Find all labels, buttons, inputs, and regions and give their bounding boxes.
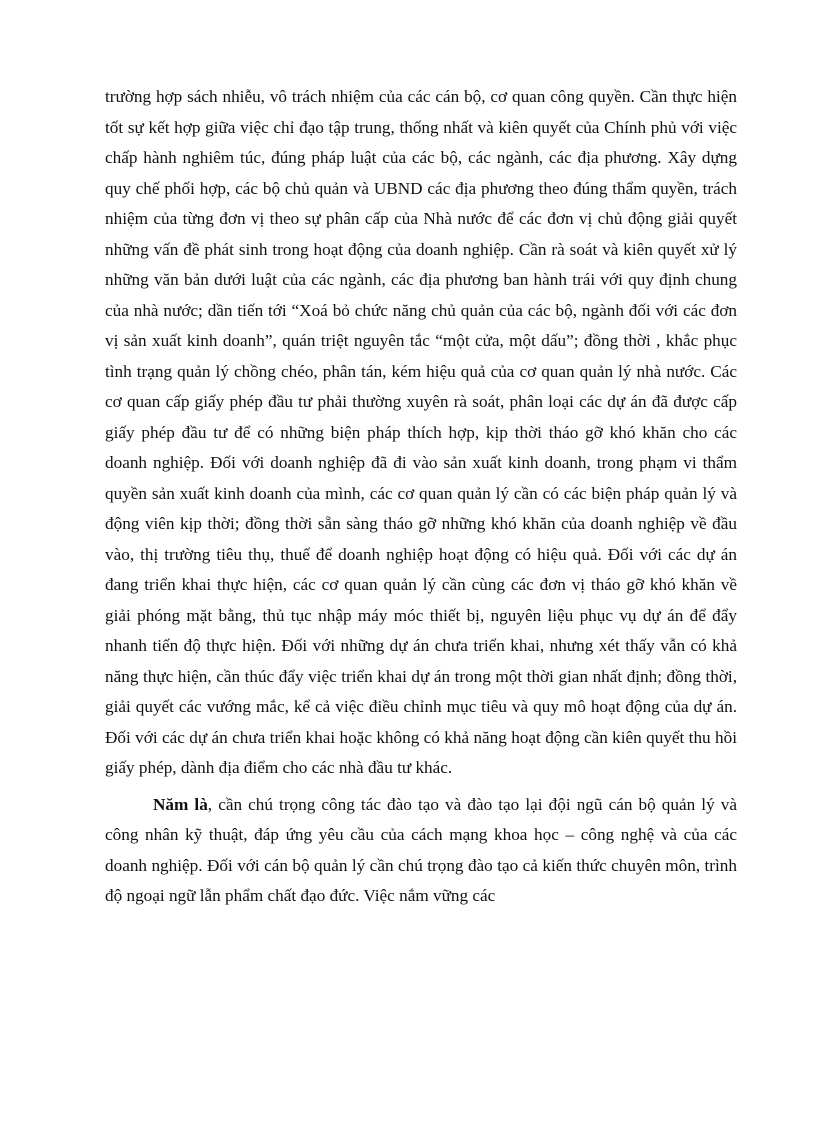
document-page	[105, 82, 737, 912]
paragraph-body-text: , cần chú trọng công tác đào tạo và đào tạo lại đội ngũ cán bộ quản lý và công nhân kỹ thuật, đáp ứng yêu cầu của cách mạng khoa học – công nghệ và của các doanh nghiệp. Đối với cán bộ quản lý cần chú trọng đào tạo cả kiến thức chuyên môn, trình độ ngoại ngữ lẫn phẩm chất đạo đức. Việc nắm vững các	[105, 794, 737, 905]
paragraph-lead-text: Năm là	[153, 794, 208, 814]
body-paragraph-1: trường hợp sách nhiễu, vô trách nhiệm của các cán bộ, cơ quan công quyền. Cần thực hiện tốt sự kết hợp giữa việc chỉ đạo tập trung, thống nhất và kiên quyết của Chính phủ với việc chấp hành nghiêm túc, đúng pháp luật của các bộ, các ngành, các địa phương. Xây dựng quy chế phối hợp, các bộ chủ quản và UBND các địa phương theo đúng thẩm quyền, trách nhiệm của từng đơn vị theo sự phân cấp của Nhà nước để các đơn vị chủ động giải quyết những vấn đề phát sinh trong hoạt động của doanh nghiệp. Cần rà soát và kiên quyết xử lý những văn bản dưới luật của các ngành, các địa phương ban hành trái với quy định chung của nhà nước; dần tiến tới “Xoá bỏ chức năng chủ quản của các bộ, ngành đối với các đơn vị sản xuất kinh doanh”, quán triệt nguyên tắc “một cửa, một dấu”; đồng thời , khắc phục tình trạng quản lý chồng chéo, phân tán, kém hiệu quả của cơ quan quản lý nhà nước. Các cơ quan cấp giấy phép đầu tư phải thường xuyên rà soát, phân loại các dự án đã được cấp giấy phép đầu tư để có những biện pháp thích hợp, kịp thời tháo gỡ khó khăn cho các doanh nghiệp. Đối với doanh nghiệp đã đi vào sản xuất kinh doanh, trong phạm vi thẩm quyền sản xuất kinh doanh của mình, các cơ quan quản lý cần có các biện pháp quản lý và động viên kịp thời; đồng thời sẵn sàng tháo gỡ những khó khăn của doanh nghiệp về đầu vào, thị trường tiêu thụ, thuế để doanh nghiệp hoạt động có hiệu quả. Đối với các dự án đang triển khai thực hiện, các cơ quan quản lý cần cùng các đơn vị tháo gỡ khó khăn về giải phóng mặt bằng, thủ tục nhập máy móc thiết bị, nguyên liệu phục vụ dự án để đẩy nhanh tiến độ thực hiện. Đối với những dự án chưa triển khai, nhưng xét thấy vẫn có khả năng thực hiện, cần thúc đẩy việc triển khai dự án trong một thời gian nhất định; đồng thời, giải quyết các vướng mắc, kể cả việc điều chỉnh mục tiêu và quy mô hoạt động của dự án. Đối với các dự án chưa triển khai hoặc không có khả năng hoạt động cần kiên quyết thu hồi giấy phép, dành địa điểm cho các nhà đầu tư khác.	[105, 87, 737, 777]
body-paragraph-2	[105, 790, 737, 912]
